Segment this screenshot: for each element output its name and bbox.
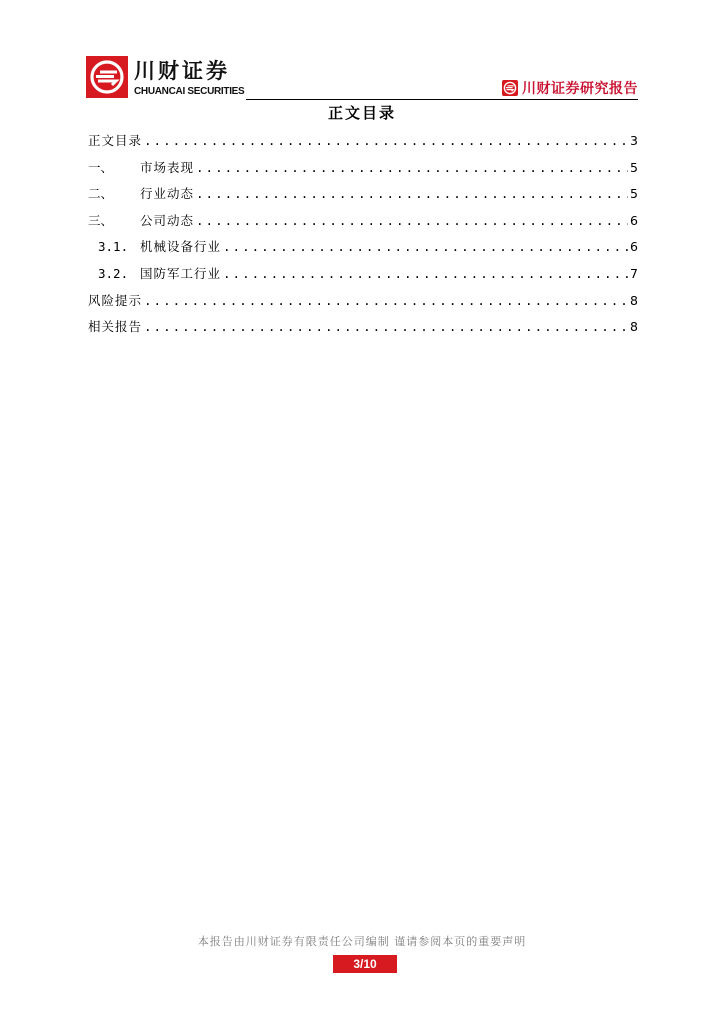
toc-entry-page: 8 [630, 319, 638, 335]
toc-entry-number: 一、 [88, 159, 114, 175]
toc-entry-text: 相关报告 [88, 319, 143, 335]
toc-entry-page: 3 [630, 133, 638, 148]
toc-entry-text: 行业动态 [140, 186, 195, 202]
toc-entry-number: 3.2. [98, 265, 129, 281]
chuancai-small-logo-icon [502, 80, 518, 96]
toc-leader-dots [196, 158, 628, 178]
toc-entry-page: 6 [630, 212, 638, 228]
toc-entry[interactable] [88, 211, 638, 238]
toc-entry-text: 国防军工行业 [140, 265, 222, 281]
toc-entry-page: 5 [630, 186, 638, 202]
chuancai-logo-icon [86, 56, 128, 98]
toc-entry-text: 公司动态 [140, 212, 195, 228]
toc-entry-page: 8 [630, 292, 638, 308]
toc-entry-number: 3.1. [98, 239, 129, 255]
toc-leader-dots [144, 317, 628, 337]
toc-subentry[interactable] [88, 264, 638, 291]
toc-entry-number: 二、 [88, 186, 114, 202]
toc-entry-text: 机械设备行业 [140, 239, 222, 255]
toc-leader-dots [196, 184, 628, 204]
company-logo [86, 56, 245, 100]
report-header-label [502, 79, 638, 97]
toc-leader-dots [223, 237, 628, 257]
table-of-contents [88, 131, 638, 344]
toc-entry-page: 5 [630, 159, 638, 175]
toc-title: 正文目录 [327, 104, 396, 122]
toc-entry[interactable] [88, 184, 638, 211]
footer-disclaimer: 本报告由川财证券有限责任公司编制 谨请参阅本页的重要声明 [197, 935, 527, 948]
toc-entry-page: 7 [630, 265, 638, 281]
toc-entry[interactable] [88, 317, 638, 344]
toc-leader-dots [223, 264, 628, 284]
toc-entry-text: 风险提示 [88, 292, 143, 308]
toc-leader-dots [196, 211, 628, 231]
header-divider [246, 99, 638, 100]
toc-leader-dots [144, 291, 628, 311]
toc-entry[interactable] [88, 158, 638, 185]
toc-entry[interactable] [88, 291, 638, 318]
toc-entry[interactable] [88, 131, 638, 158]
logo-name-cn: 川财证券 [134, 59, 230, 83]
page-number-badge: 3/10 [333, 955, 397, 973]
toc-entry-page: 6 [630, 239, 638, 255]
toc-entry-text: 正文目录 [88, 133, 143, 148]
report-label: 川财证券研究报告 [522, 81, 638, 97]
toc-entry-number: 三、 [88, 212, 114, 228]
toc-subentry[interactable] [88, 237, 638, 264]
toc-leader-dots [144, 131, 628, 151]
toc-entry-text: 市场表现 [140, 159, 195, 175]
logo-name-en: CHUANCAI SECURITIES [134, 86, 245, 97]
